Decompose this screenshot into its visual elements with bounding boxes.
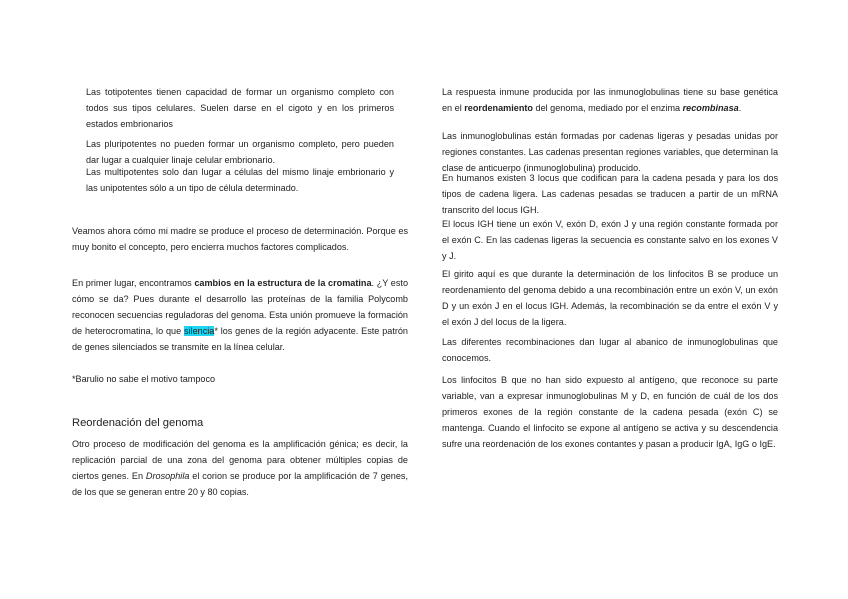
immunoglobulin-paragraph: Las inmunoglobulinas están formadas por cadenas ligeras y pesadas unidas por regiones constantes. Las cadenas presentan regiones variables, que determinan la clase de anticuerpo (inmunoglobulina) producido. [442, 131, 778, 173]
recombinase-term: recombinasa [682, 103, 739, 113]
footnote: *Barulio no sabe el motivo tampoco [72, 374, 216, 384]
immune-paragraph [442, 84, 778, 116]
pluripotent-paragraph: Las pluripotentes no pueden formar un organismo completo, pero pueden dar lugar a cualquier linaje celular embrionario. [86, 139, 394, 165]
amplification-text-c: el corion se produce por la amplificación de 7 genes, de los que se generan entre 20 y 80 copias. [72, 471, 408, 497]
section-heading: Reordenación del genoma [72, 417, 204, 429]
immune-text-a: La respuesta inmune producida por las inmunoglobulinas tiene su base genética en el [442, 87, 778, 113]
multipotent-paragraph: Las multipotentes solo dan lugar a células del mismo linaje embrionario y las unipotentes sólo a un tipo de célula determinado. [86, 167, 394, 193]
igh-paragraph: El locus IGH tiene un exón V, exón D, exón J y una región constante formada por el exón C. En las cadenas ligeras la secuencia es constante salvo en los exones V y J. [442, 219, 778, 261]
immune-bold: reordenamiento [464, 103, 533, 113]
amplification-text-a: Otro proceso de modificación del genoma es la amplificación génica; es decir, la replicación parcial de una zona del genoma para obtener múltiples copias de ciertos genes. En [72, 439, 408, 481]
chromatin-text-a: En primer lugar, encontramos [72, 278, 195, 288]
chromatin-bold: cambios en la estructura de la cromatina [194, 278, 372, 288]
locus-paragraph: En humanos existen 3 locus que codifican para la cadena pesada y para los dos tipos de cadena ligera. Las cadenas pesadas se traducen a partir de un mRNA transcrito del locus IGH. [442, 173, 778, 215]
amplification-paragraph [72, 436, 408, 500]
highlighted-word: silencia [184, 326, 215, 336]
totipotent-paragraph: Las totipotentes tienen capacidad de formar un organismo completo con todos sus tipos celulares. Suelen darse en el cigoto y en los primeros estados embrionarios [86, 87, 394, 129]
recombination-paragraph: El girito aquí es que durante la determinación de los linfocitos B se produce un reordenamiento del genoma debido a una recombinación entre un exón V, un exón D y un exón J en el locus IGH. Además, la recombinación se da entre el exón V y el exón J del locus de la ligera. [442, 269, 778, 327]
lymphocyte-paragraph: Los linfocitos B que no han sido expuesto al antígeno, que reconoce su parte variable, van a expresar inmunoglobulinas M y D, en función de cuál de los dos primeros exones de la región constante de la cadena pesada (exón C) se mantenga. Cuando el linfocito se expone al antígeno se activa y su descendencia sufre una reordenación de los exones contantes y pasan a producir IgA, IgG o IgE. [442, 375, 778, 449]
chromatin-text-e: * los genes de la región adyacente. Este patrón de genes silenciados se transmite en la línea celular. [72, 326, 408, 352]
determination-paragraph: Veamos ahora cómo mi madre se produce el proceso de determinación. Porque es muy bonito el concepto, pero encierra muchos factores complicados. [72, 226, 408, 252]
variety-paragraph: Las diferentes recombinaciones dan lugar al abanico de inmunoglobulinas que conocemos. [442, 337, 778, 363]
immune-text-e: . [738, 103, 742, 113]
chromatin-paragraph [72, 275, 408, 355]
drosophila-italic: Drosophila [145, 471, 190, 481]
immune-text-c: del genoma, mediado por el enzima [532, 103, 683, 113]
chromatin-text-c: . ¿Y esto cómo se da? Pues durante el desarrollo las proteínas de la familia Polycomb reconocen secuencias reguladoras del genoma. Esta unión promueve la formación de heterocromatina, lo que [72, 278, 409, 336]
